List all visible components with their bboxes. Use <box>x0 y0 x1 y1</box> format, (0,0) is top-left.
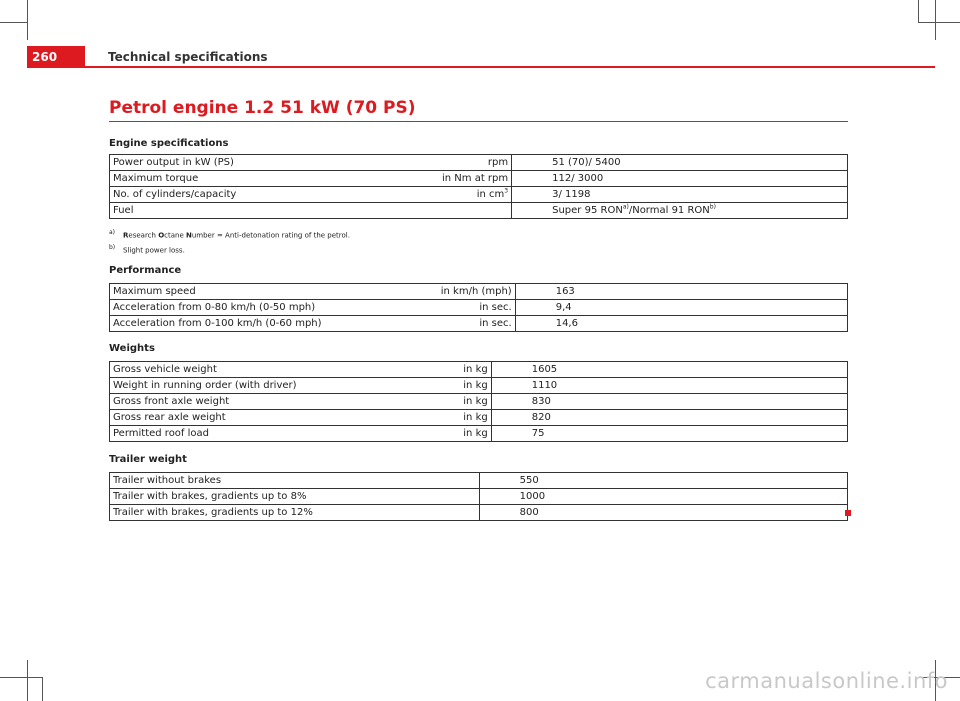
performance-heading: Performance <box>109 265 182 276</box>
header-section-title: Technical specifications <box>108 50 268 64</box>
crop-mark <box>27 0 28 40</box>
row-label: Trailer with brakes, gradients up to 8% <box>110 489 473 505</box>
row-unit: in kg <box>460 394 491 410</box>
table-row <box>110 378 848 394</box>
header-rule <box>85 66 935 68</box>
engine-heading: Engine specifications <box>109 138 229 149</box>
row-label: Trailer with brakes, gradients up to 12% <box>110 505 473 521</box>
table-row <box>110 410 848 426</box>
end-of-section-icon <box>845 510 851 516</box>
row-value: 3/ 1198 <box>512 187 848 203</box>
crop-mark <box>0 22 27 23</box>
performance-table <box>109 283 848 332</box>
page-title: Petrol engine 1.2 51 kW (70 PS) <box>109 98 416 118</box>
footnote-bold: N <box>186 231 192 240</box>
table-row <box>110 426 848 442</box>
table-row <box>110 316 848 332</box>
row-value: 550 <box>479 473 847 489</box>
row-label: No. of cylinders/capacity <box>110 187 440 203</box>
row-label: Acceleration from 0-80 km/h (0-50 mph) <box>110 300 438 316</box>
weights-heading: Weights <box>109 343 155 354</box>
footnote-bold: O <box>158 231 165 240</box>
fuel-part-2: /Normal 91 RON <box>628 205 710 216</box>
table-row <box>110 203 848 219</box>
crop-mark <box>918 22 960 23</box>
row-unit: in Nm at rpm <box>439 171 512 187</box>
crop-mark <box>0 677 42 678</box>
table-row <box>110 505 848 521</box>
footnote-a <box>109 229 350 239</box>
row-value: 51 (70)/ 5400 <box>512 155 848 171</box>
trailer-heading: Trailer weight <box>109 454 187 465</box>
table-row <box>110 284 848 300</box>
row-value: 1000 <box>479 489 847 505</box>
watermark: carmanualsonline.info <box>705 669 948 693</box>
row-value: 14,6 <box>515 316 847 332</box>
row-label: Gross rear axle weight <box>110 410 461 426</box>
footnote-ref-b: b) <box>709 203 716 211</box>
row-value: 75 <box>491 426 847 442</box>
weights-table <box>109 361 848 442</box>
table-row <box>110 362 848 378</box>
row-label: Acceleration from 0-100 km/h (0-60 mph) <box>110 316 438 332</box>
row-label: Trailer without brakes <box>110 473 473 489</box>
row-unit: rpm <box>439 155 512 171</box>
table-row <box>110 473 848 489</box>
row-label: Weight in running order (with driver) <box>110 378 461 394</box>
table-row <box>110 155 848 171</box>
crop-mark <box>27 660 28 701</box>
row-label: Maximum torque <box>110 171 440 187</box>
table-row <box>110 187 848 203</box>
footnote-bold: R <box>123 231 129 240</box>
row-unit: in kg <box>460 378 491 394</box>
row-unit <box>439 203 512 219</box>
table-row <box>110 394 848 410</box>
crop-mark <box>42 677 43 701</box>
row-label: Fuel <box>110 203 440 219</box>
row-label: Gross front axle weight <box>110 394 461 410</box>
crop-mark <box>918 0 919 22</box>
row-unit: in sec. <box>438 300 515 316</box>
row-value: 9,4 <box>515 300 847 316</box>
row-value: 800 <box>479 505 847 521</box>
fuel-part-1: Super 95 RON <box>552 205 623 216</box>
title-rule <box>109 121 848 122</box>
footnote-mark: a) <box>109 229 116 236</box>
row-value: 830 <box>491 394 847 410</box>
footnote-text: umber = Anti-detonation rating of the petrol. <box>191 231 350 240</box>
footnote-text: esearch <box>128 231 159 240</box>
engine-table <box>109 154 848 219</box>
row-unit <box>439 187 512 203</box>
unit-superscript: 3 <box>504 187 509 195</box>
row-value: 163 <box>515 284 847 300</box>
page-number: 260 <box>27 46 85 68</box>
row-label: Power output in kW (PS) <box>110 155 440 171</box>
table-row <box>110 489 848 505</box>
unit-text: in cm <box>476 189 505 200</box>
row-unit: in km/h (mph) <box>438 284 515 300</box>
row-value: 1110 <box>491 378 847 394</box>
row-label: Maximum speed <box>110 284 438 300</box>
row-label: Permitted roof load <box>110 426 461 442</box>
row-value: 112/ 3000 <box>512 171 848 187</box>
row-label: Gross vehicle weight <box>110 362 461 378</box>
footnote-b <box>109 244 185 254</box>
footnote-text: ctane <box>164 231 186 240</box>
table-row <box>110 171 848 187</box>
row-value: 820 <box>491 410 847 426</box>
footnote-ref-a: a) <box>622 203 629 211</box>
crop-mark <box>935 0 936 40</box>
footnote-text: Slight power loss. <box>123 246 185 255</box>
row-value: 1605 <box>491 362 847 378</box>
row-value <box>512 203 848 219</box>
table-row <box>110 300 848 316</box>
footnote-mark: b) <box>109 244 116 251</box>
row-unit: in kg <box>460 410 491 426</box>
row-unit: in kg <box>460 362 491 378</box>
row-unit: in kg <box>460 426 491 442</box>
row-unit: in sec. <box>438 316 515 332</box>
trailer-table <box>109 472 848 521</box>
